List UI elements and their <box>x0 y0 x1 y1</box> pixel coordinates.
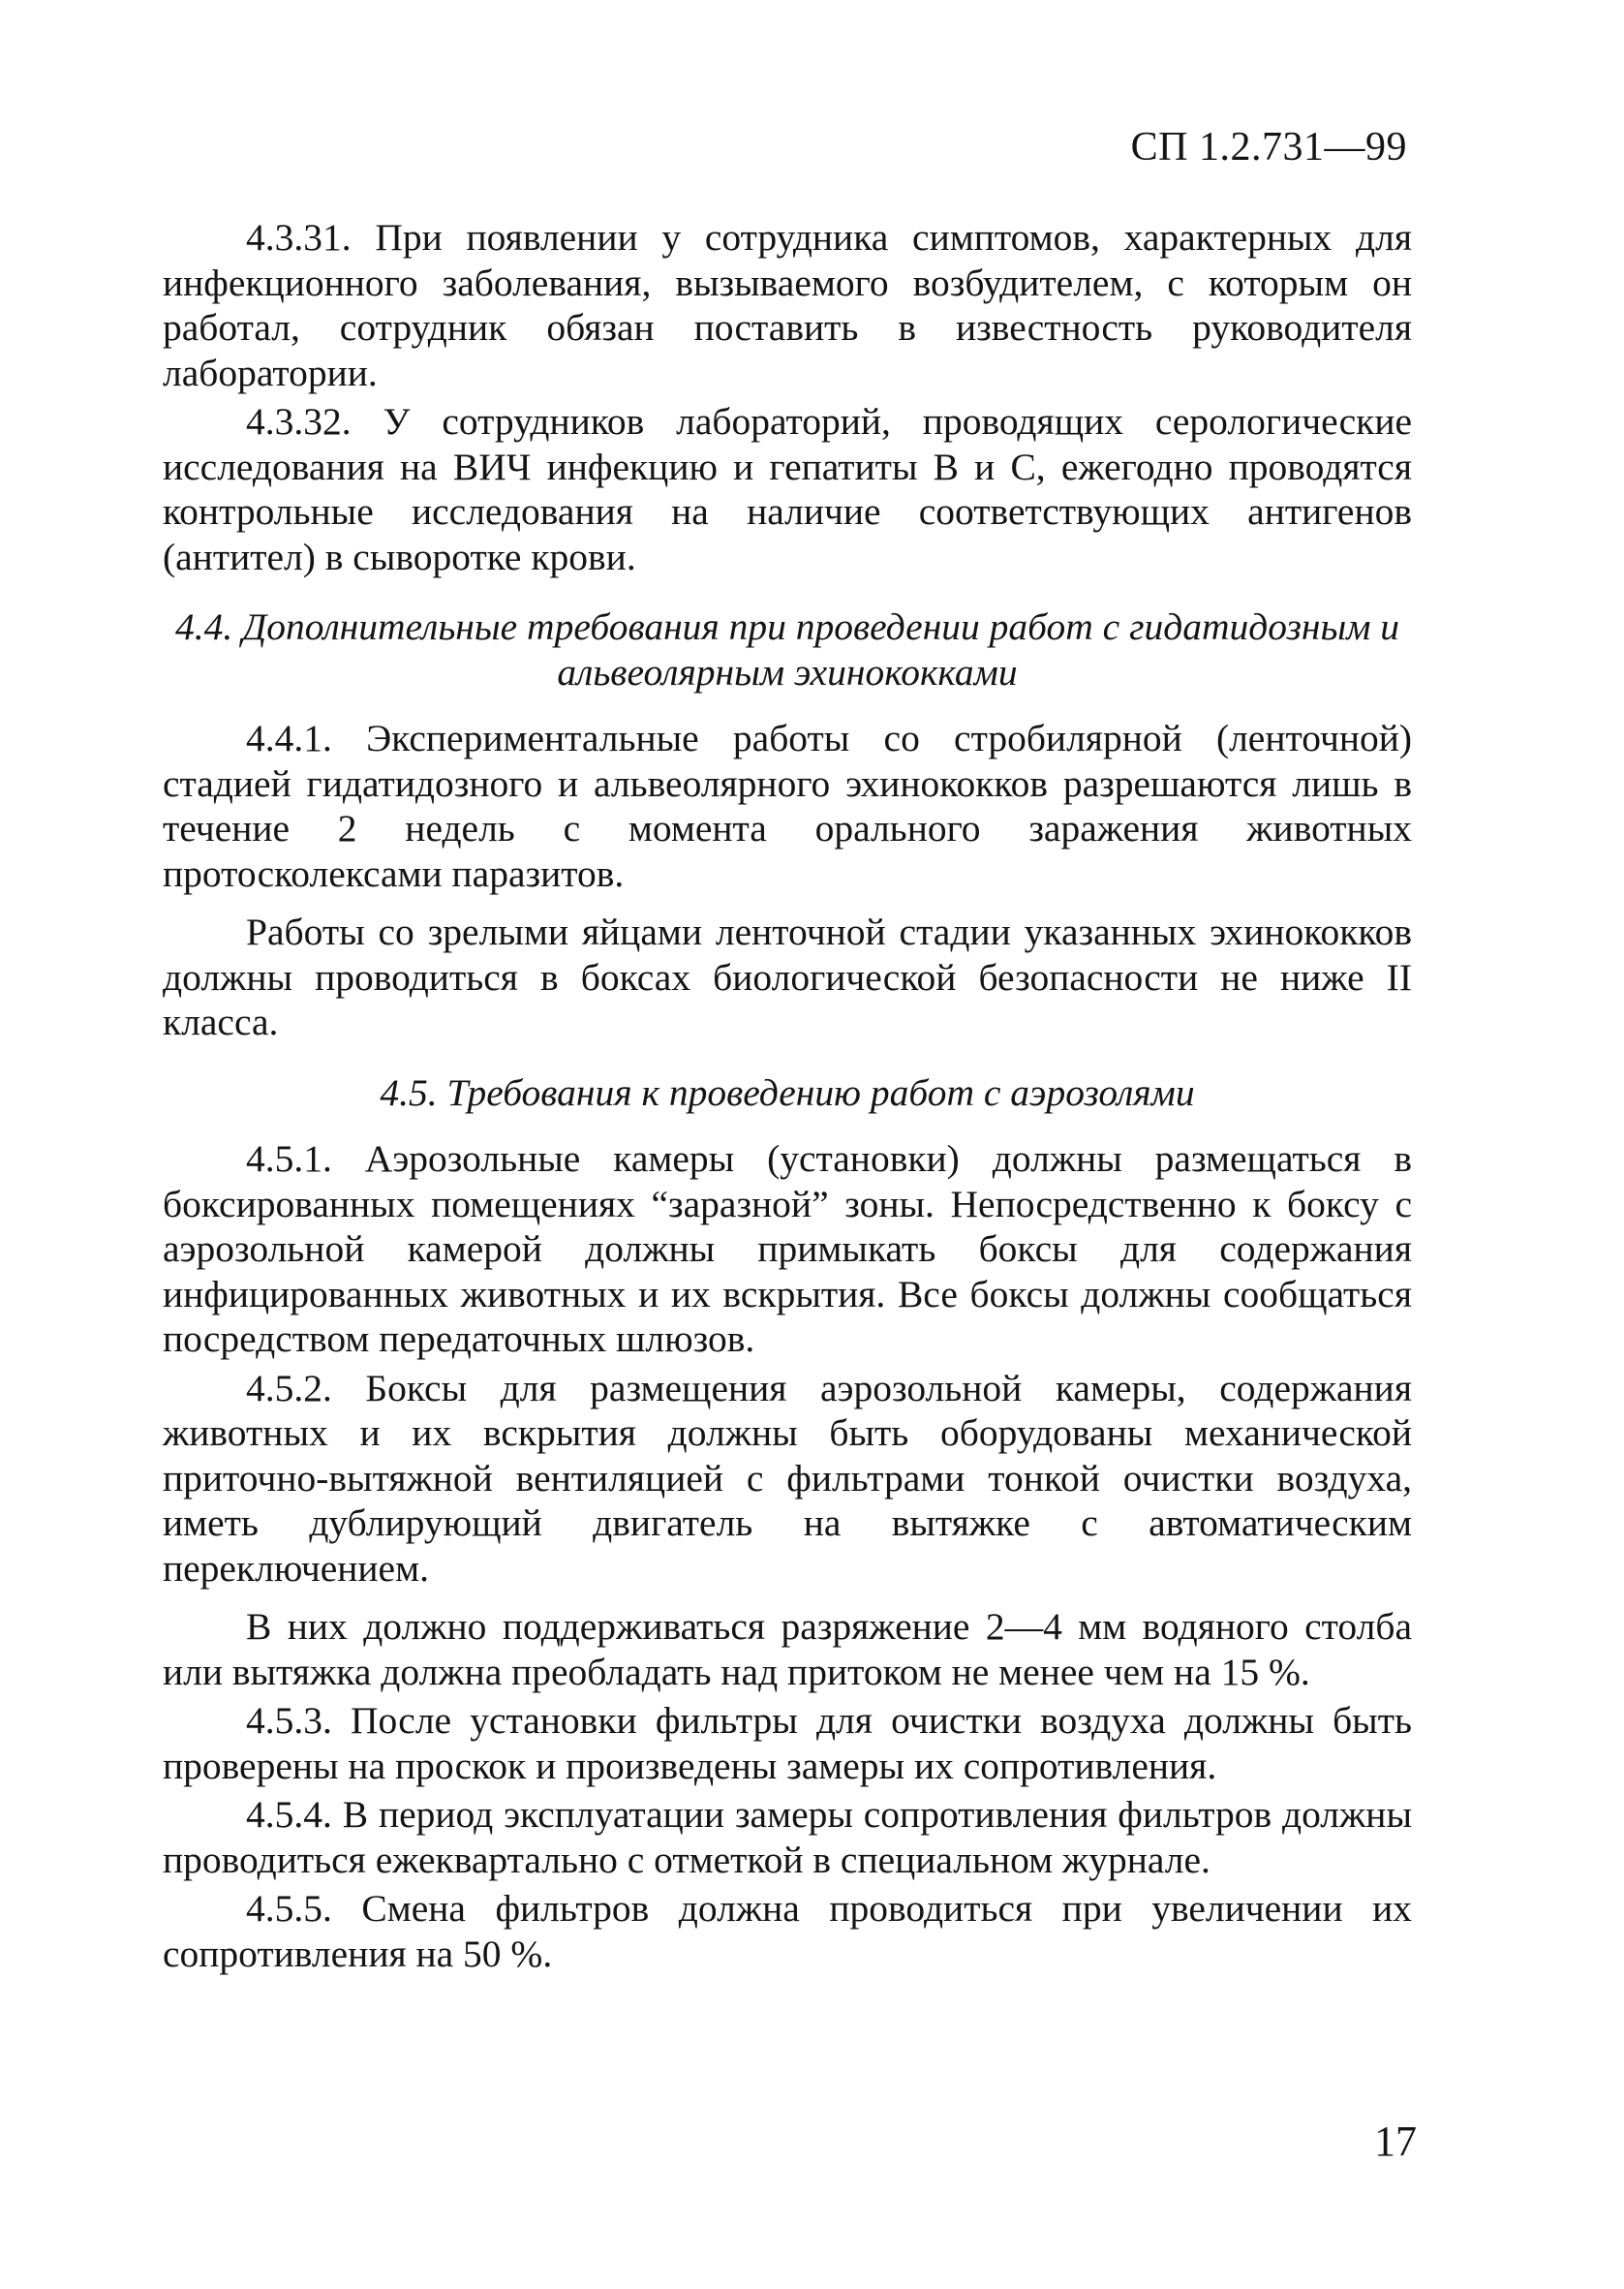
paragraph-4-5-5: 4.5.5. Смена фильтров должна проводиться при увеличении их сопротивления на 50 %. <box>163 1887 1412 1975</box>
paragraph-4-4-1: 4.4.1. Экспериментальные работы со стробилярной (ленточной) стадией гидатидозного и альвеолярного эхинококков разрешаются лишь в течение 2 недель с момента орального заражения животных протосколексами паразитов. <box>163 717 1412 895</box>
section-heading-4-4: 4.4. Дополнительные требования при проведении работ с гидатидозным и альвеолярным эхинококками <box>174 605 1400 694</box>
section-heading-4-5: 4.5. Требования к проведению работ с аэрозолями <box>380 1070 1195 1114</box>
paragraph-4-3-31: 4.3.31. При появлении у сотрудника симптомов, характерных для инфекционного заболевания, вызываемого возбудителем, с которым он работал, сотрудник обязан поставить в известность руководителя лаборатории. <box>163 216 1412 394</box>
paragraph-4-5-1: 4.5.1. Аэрозольные камеры (установки) должны размещаться в боксированных помещениях “заразной” зоны. Непосредственно к боксу с аэрозольной камерой должны примыкать боксы для содержания инфицированных животных и их вскрытия. Все боксы должны сообщаться посредством передаточных шлюзов. <box>163 1137 1412 1360</box>
paragraph-4-3-32: 4.3.32. У сотрудников лабораторий, проводящих серологические исследования на ВИЧ инфекцию и гепатиты В и С, ежегодно проводятся контрольные исследования на наличие соответствующих антигенов (антител) в сыворотке крови. <box>163 400 1412 578</box>
paragraph-4-5-3: 4.5.3. После установки фильтры для очистки воздуха должны быть проверены на проскок и произведены замеры их сопротивления. <box>163 1699 1412 1787</box>
paragraph-4-5-2: 4.5.2. Боксы для размещения аэрозольной камеры, содержания животных и их вскрытия должны быть оборудованы механической приточно-вытяжной вентиляцией с фильтрами тонкой очистки воздуха, иметь дублирующий двигатель на вытяжке с автоматическим переключением. <box>163 1366 1412 1590</box>
paragraph-4-4-1-continued: Работы со зрелыми яйцами ленточной стадии указанных эхинококков должны проводиться в боксах биологической безопасности не ниже II класса. <box>163 911 1412 1043</box>
paragraph-4-5-4: 4.5.4. В период эксплуатации замеры сопротивления фильтров должны проводиться ежеквартально с отметкой в специальном журнале. <box>163 1793 1412 1881</box>
document-body <box>163 215 1412 1980</box>
paragraph-4-5-2-continued: В них должно поддерживаться разряжение 2—4 мм водяного столба или вытяжка должна преобладать над притоком не менее чем на 15 %. <box>163 1605 1412 1693</box>
page-number: 17 <box>1374 2118 1417 2165</box>
document-code-header: СП 1.2.731—99 <box>1130 125 1407 170</box>
